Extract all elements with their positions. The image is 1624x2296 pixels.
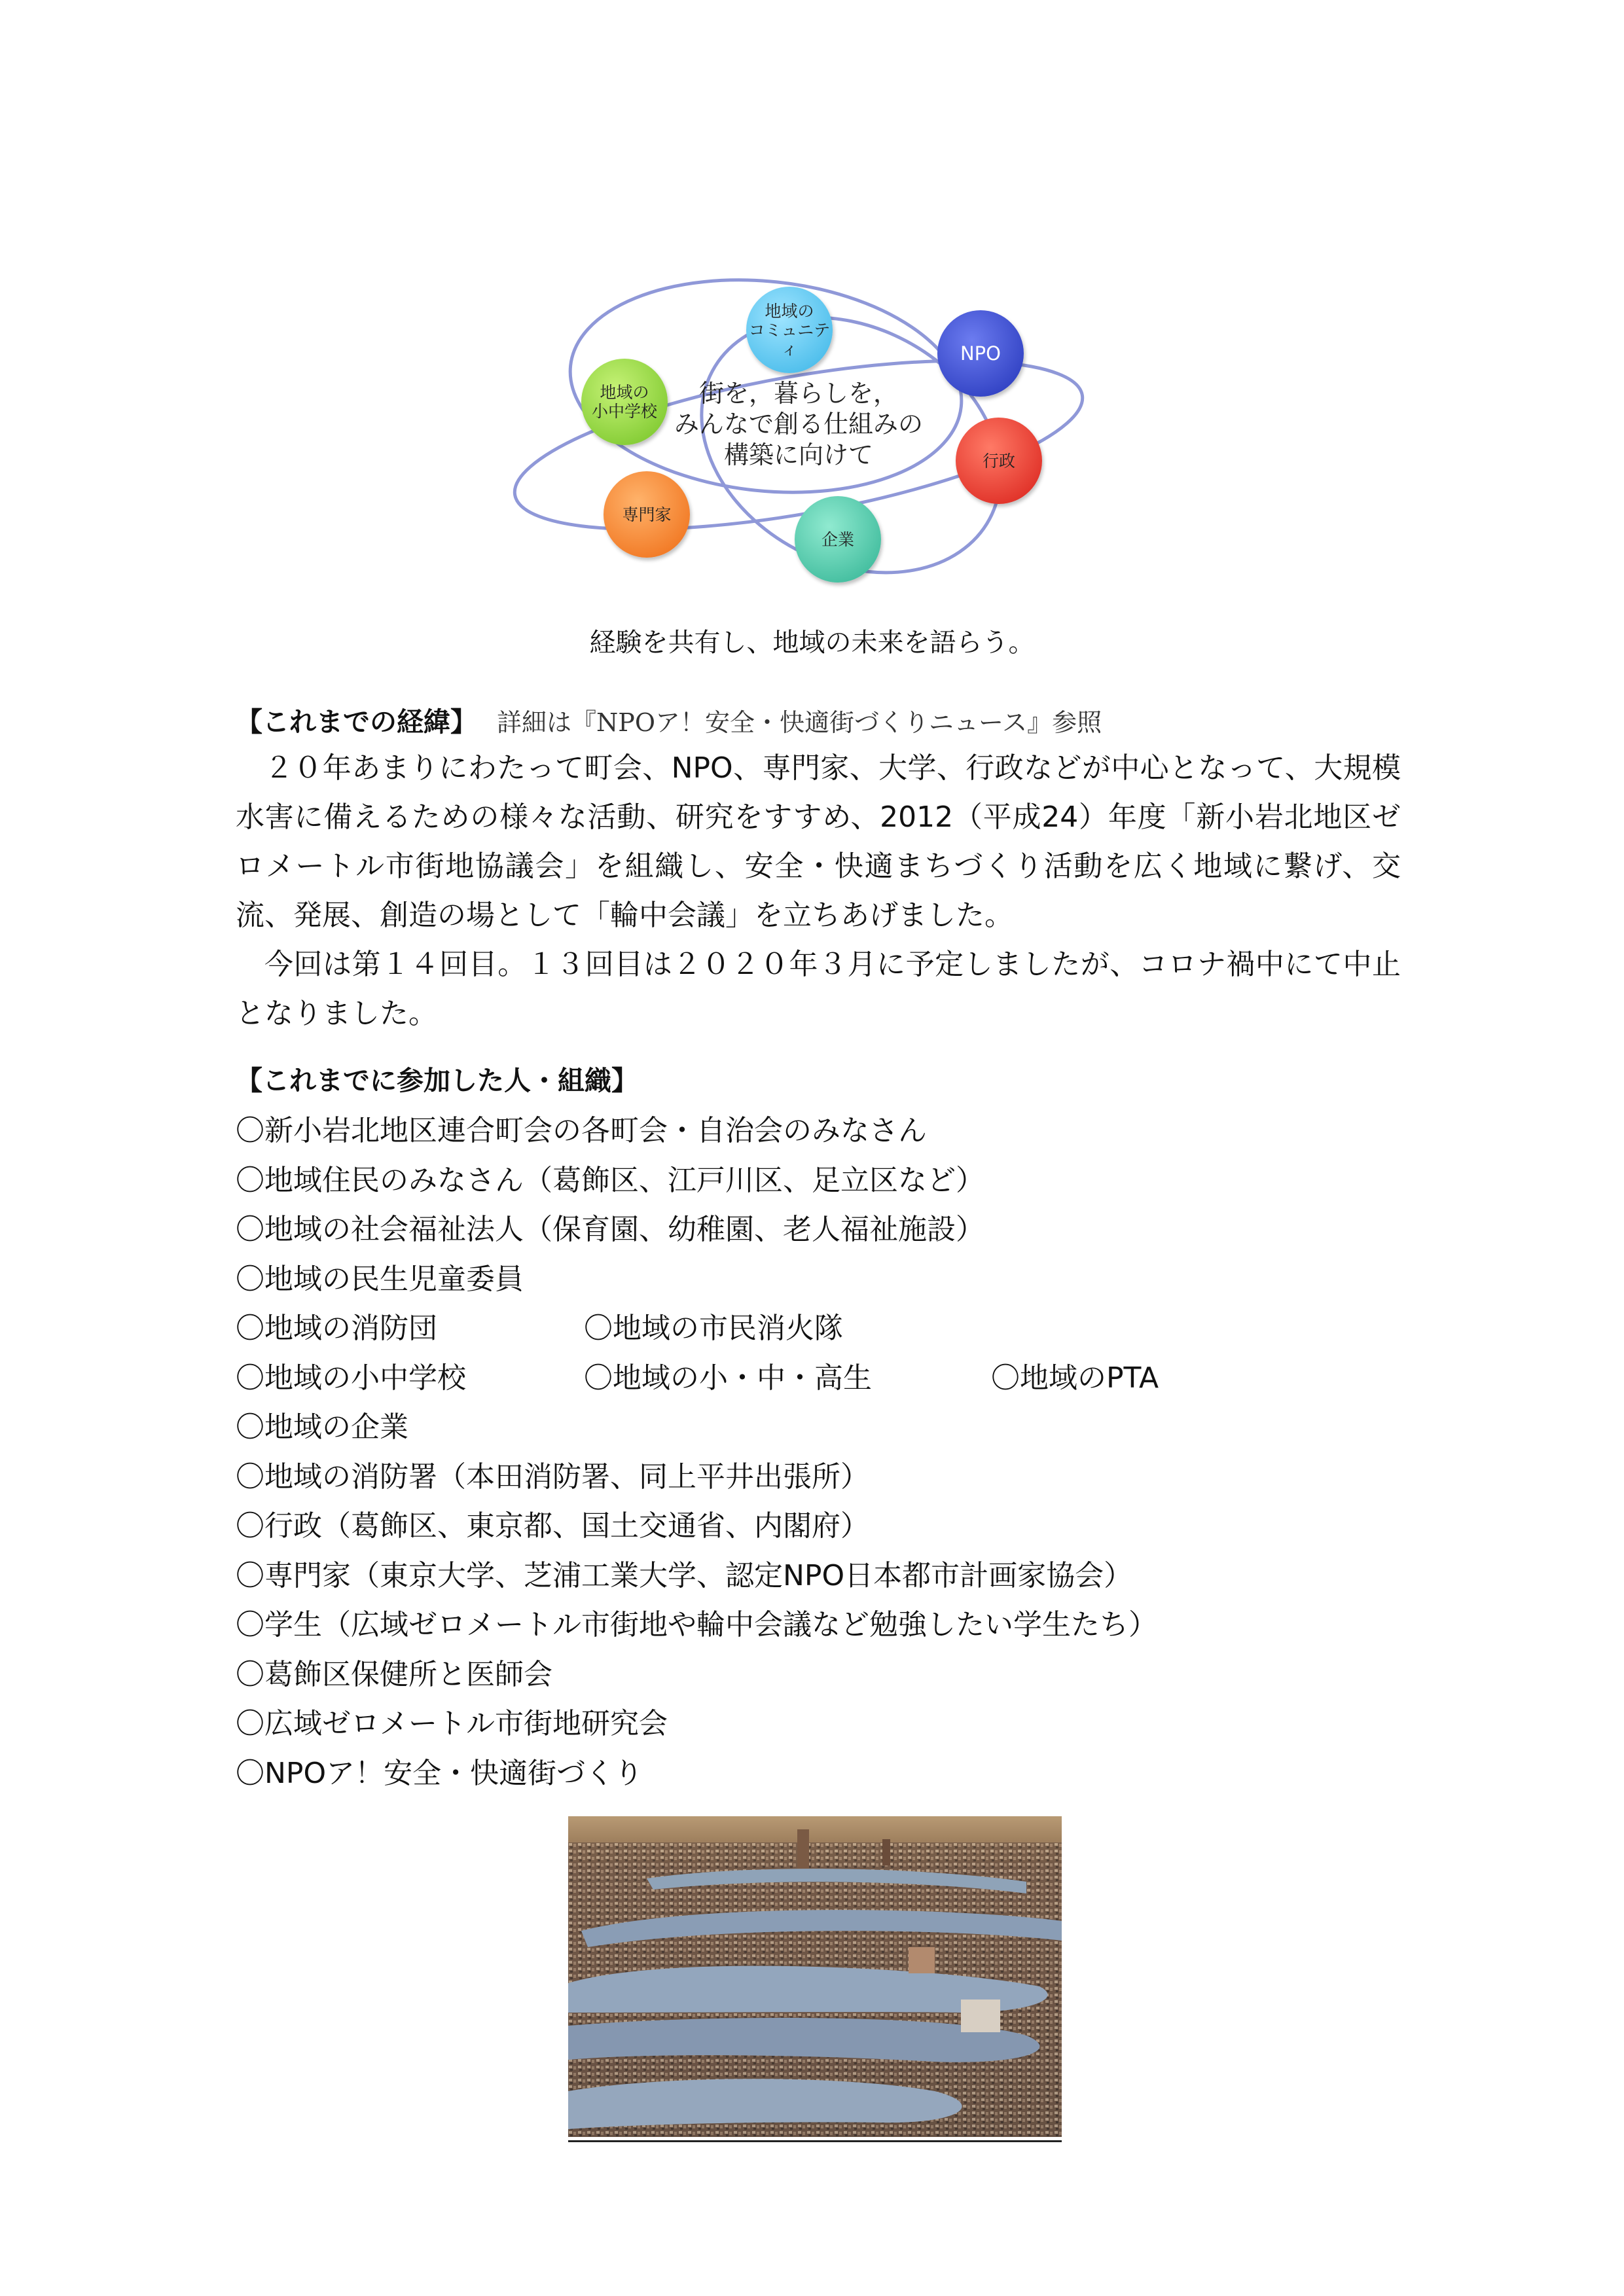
node-community <box>746 287 833 373</box>
list-item: 〇葛飾区保健所と医師会 <box>236 1657 552 1691</box>
node-kigyo <box>795 496 881 583</box>
history-paragraph-1: ２０年あまりにわたって町会、NPO、専門家、大学、行政などが中心となって、大規模水害に備えるための様々な活動、研究をすすめ、2012（平成24）年度「新小岩北地区ゼロメートル市街地協議会」を組織し、安全・快適まちづくり活動を広く地域に繋げ、交流、発展、創造の場として「輪中会議」を立ちあげました。 <box>236 751 1401 932</box>
list-item: 〇地域の民生児童委員 <box>236 1262 524 1296</box>
list-item: 〇NPOア！安全・快適街づくり <box>236 1756 643 1790</box>
node-school-label: 地域の 小中学校 <box>591 383 657 421</box>
list-item: 〇行政（葛飾区、東京都、国土交通省、内閣府） <box>236 1509 869 1543</box>
history-heading <box>236 700 1102 739</box>
node-npo-label: NPO <box>960 342 1001 365</box>
node-gyosei <box>956 418 1042 504</box>
photo-underline <box>568 2140 1062 2142</box>
aerial-river-city-photo <box>568 1816 1062 2137</box>
list-item: 〇地域の小中学校 〇地域の小・中・高生 〇地域のPTA <box>236 1361 1159 1395</box>
list-item: 〇地域の消防署（本田消防署、同上平井出張所） <box>236 1460 869 1494</box>
diagram-center-text <box>641 378 956 471</box>
center-line-3: 構築に向けて <box>723 440 873 469</box>
history-heading-text: 【これまでの経緯】 <box>236 706 477 738</box>
list-item: 〇地域の社会福祉法人（保育園、幼稚園、老人福祉施設） <box>236 1213 984 1246</box>
list-item: 〇地域住民のみなさん（葛飾区、江戸川区、足立区など） <box>236 1163 984 1197</box>
history-paragraph-2: 今回は第１４回目。１３回目は２０２０年３月に予定しましたが、コロナ禍中にて中止となりました。 <box>236 948 1401 1030</box>
node-community-label: 地域の コミュニティ <box>748 301 831 359</box>
concept-diagram <box>484 255 1113 596</box>
node-senmonka <box>604 471 690 558</box>
center-line-1: 街を，暮らしを， <box>698 379 898 408</box>
list-item: 〇地域の消防団 〇地域の市民消火隊 <box>236 1312 843 1345</box>
participants-list <box>236 1106 1414 1798</box>
list-item: 〇地域の企業 <box>236 1410 408 1444</box>
node-gyosei-label: 行政 <box>982 451 1015 471</box>
history-note: 詳細は『NPOア！安全・快適街づくりニュース』参照 <box>497 708 1102 737</box>
list-item: 〇広域ゼロメートル市街地研究会 <box>236 1707 668 1740</box>
list-item: 〇新小岩北地区連合町会の各町会・自治会のみなさん <box>236 1114 927 1147</box>
node-kigyo-label: 企業 <box>821 529 854 549</box>
node-senmonka-label: 専門家 <box>622 505 672 524</box>
center-line-2: みんなで創る仕組みの <box>674 410 923 439</box>
list-item: 〇専門家（東京大学、芝浦工業大学、認定NPO日本都市計画家協会） <box>236 1558 1133 1592</box>
diagram-caption: 経験を共有し、地域の未来を語らう。 <box>589 628 1035 658</box>
participants-heading: 【これまでに参加した人・組織】 <box>236 1065 638 1096</box>
list-item: 〇学生（広域ゼロメートル市街地や輪中会議など勉強したい学生たち） <box>236 1608 1157 1641</box>
